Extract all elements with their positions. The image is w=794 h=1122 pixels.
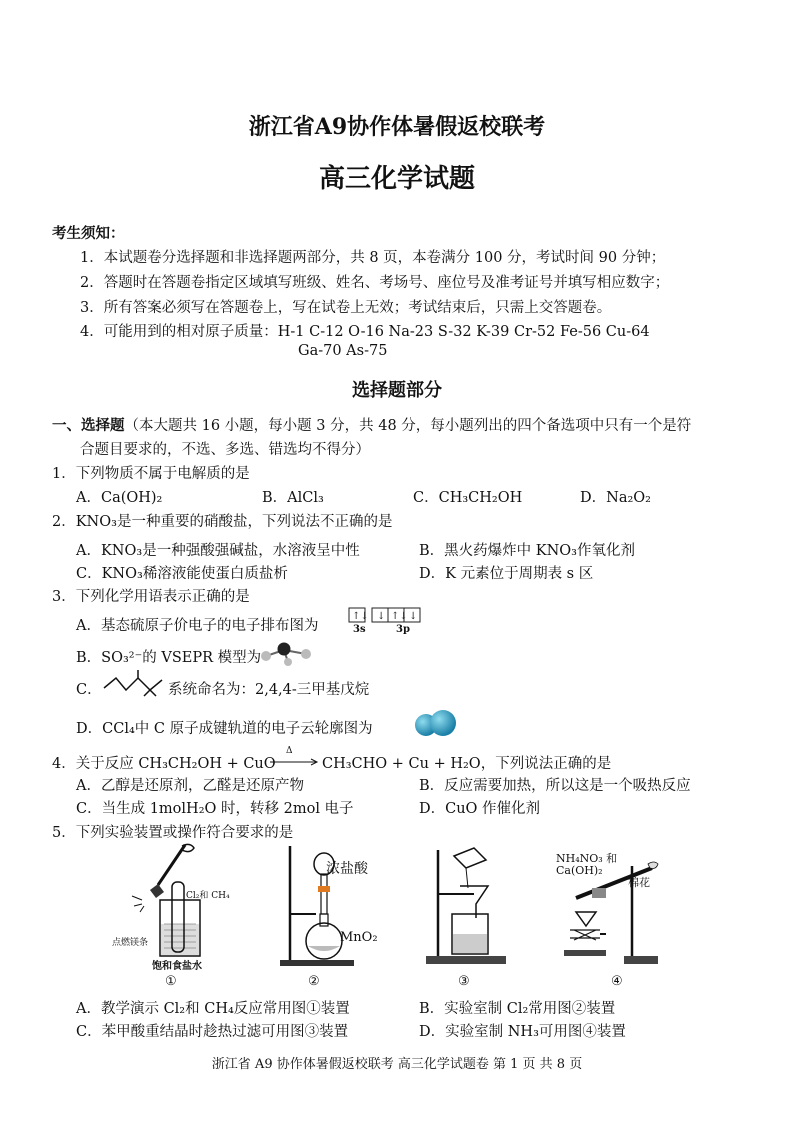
figure-number-1: ① — [165, 974, 177, 989]
notice-item: 2．答题时在答题卷指定区域填写班级、姓名、考场号、座位号及准考证号并填写相应数字； — [80, 275, 670, 291]
q5-option-c: C．苯甲酸重结晶时趁热过滤可用图③装置 — [76, 1024, 349, 1040]
notice-heading: 考生须知： — [52, 225, 125, 242]
q1-stem: 1．下列物质不属于电解质的是 — [52, 466, 250, 482]
figure-number-3: ③ — [458, 974, 470, 989]
notice-item: 3．所有答案必须写在答题卷上，写在试卷上无效；考试结束后，只需上交答题卷。 — [80, 300, 612, 316]
q3-option-b: B．SO₃²⁻的 VSEPR 模型为 — [76, 650, 262, 666]
svg-text:↑↓: ↑↓ — [391, 611, 408, 622]
notice-item: 1．本试题卷分选择题和非选择题两部分，共 8 页，本卷满分 100 分，考试时间 90 分钟； — [80, 250, 666, 266]
exam-subtitle: 高三化学试题 — [318, 164, 475, 194]
q2-option-b: B．黑火药爆炸中 KNO₃作氧化剂 — [419, 543, 635, 559]
q5-stem: 5．下列实验装置或操作符合要求的是 — [52, 825, 294, 841]
reaction-arrow-icon — [270, 752, 320, 768]
q4-option-b: B．反应需要加热，所以这是一个吸热反应 — [419, 778, 691, 794]
reaction-arrow-label: Δ — [286, 746, 293, 756]
part1-desc-2: 合题目要求的，不选、多选、错选均不得分） — [80, 442, 370, 458]
notice-item: Ga-70 As-75 — [298, 343, 388, 359]
q2-option-a: A．KNO₃是一种强酸强碱盐，水溶液呈中性 — [76, 543, 360, 559]
fig1-label-brine: 饱和食盐水 — [152, 961, 202, 972]
q5-option-d: D．实验室制 NH₃可用图④装置 — [419, 1024, 626, 1040]
q2-stem: 2．KNO₃是一种重要的硝酸盐，下列说法不正确的是 — [52, 514, 393, 530]
orbital-3s-label: 3s — [353, 624, 366, 635]
fig2-label-hcl: 浓盐酸 — [326, 861, 368, 877]
q3-stem: 3．下列化学用语表示正确的是 — [52, 589, 250, 605]
q3-option-c: 系统命名为：2,4,4-三甲基戊烷 — [168, 682, 370, 698]
fig1-label-mg: 点燃镁条 — [112, 938, 149, 948]
fig1-label-gas: Cl₂和 CH₄ — [186, 891, 230, 901]
q4-option-c: C．当生成 1molH₂O 时，转移 2mol 电子 — [76, 801, 354, 817]
q5-option-a: A．教学演示 Cl₂和 CH₄反应常用图①装置 — [76, 1001, 350, 1017]
q1-option-b: B．AlCl₃ — [262, 490, 324, 506]
vsepr-model-icon — [258, 640, 314, 666]
page-footer: 浙江省 A9 协作体暑假返校联考 高三化学试题卷 第 1 页 共 8 页 — [211, 1057, 583, 1072]
q5-option-b: B．实验室制 Cl₂常用图②装置 — [419, 1001, 616, 1017]
q3-option-c-prefix: C． — [76, 682, 102, 698]
q1-option-c: C．CH₃CH₂OH — [413, 490, 523, 506]
fig4-label-caoh2: Ca(OH)₂ — [556, 864, 603, 877]
q2-option-d: D．K 元素位于周期表 s 区 — [419, 566, 594, 582]
exam-title: 浙江省A9协作体暑假返校联考 — [248, 114, 546, 140]
section-title: 选择题部分 — [352, 380, 442, 401]
fig2-label-mno2: MnO₂ — [340, 930, 378, 945]
q3-option-a: A．基态硫原子价电子的电子排布图为 — [76, 618, 319, 634]
q3-option-d: D．CCl₄中 C 原子成键轨道的电子云轮廓图为 — [76, 721, 373, 737]
q2-option-c: C．KNO₃稀溶液能使蛋白质盐析 — [76, 566, 288, 582]
fig4-label-cotton: 棉花 — [628, 876, 650, 889]
q1-option-a: A．Ca(OH)₂ — [76, 490, 163, 506]
svg-text:↓: ↓ — [409, 611, 418, 622]
figure-number-2: ② — [308, 974, 320, 989]
orbital-3p-label: 3p — [396, 624, 410, 635]
svg-text:↑↓: ↑↓ — [352, 611, 369, 622]
orbital-cloud-icon — [412, 708, 458, 740]
apparatus-figure-1 — [110, 840, 240, 970]
skeletal-formula-icon — [104, 670, 166, 696]
part1-label: 一、选择题 — [52, 417, 125, 434]
notice-item: 4．可能用到的相对原子质量：H-1 C-12 O-16 Na-23 S-32 K-39 Cr-52 Fe-56 Cu-64 — [80, 324, 650, 340]
figure-number-4: ④ — [611, 974, 623, 989]
q4-stem-b: CH₃CHO + Cu + H₂O，下列说法正确的是 — [322, 756, 612, 772]
part1-desc: （本大题共 16 小题，每小题 3 分，共 48 分，每小题列出的四个备选项中只有一个是符 — [124, 418, 692, 434]
svg-text:↓: ↓ — [377, 611, 386, 622]
q4-stem-a: 4．关于反应 CH₃CH₂OH + CuO — [52, 756, 276, 772]
apparatus-figure-3 — [424, 846, 514, 970]
q4-option-a: A．乙醇是还原剂，乙醛是还原产物 — [76, 778, 304, 794]
q4-option-d: D．CuO 作催化剂 — [419, 801, 541, 817]
part1-heading — [52, 414, 691, 435]
fig4-label-reagents: NH₄NO₃ 和 — [556, 852, 618, 865]
q1-option-d: D．Na₂O₂ — [580, 490, 651, 506]
